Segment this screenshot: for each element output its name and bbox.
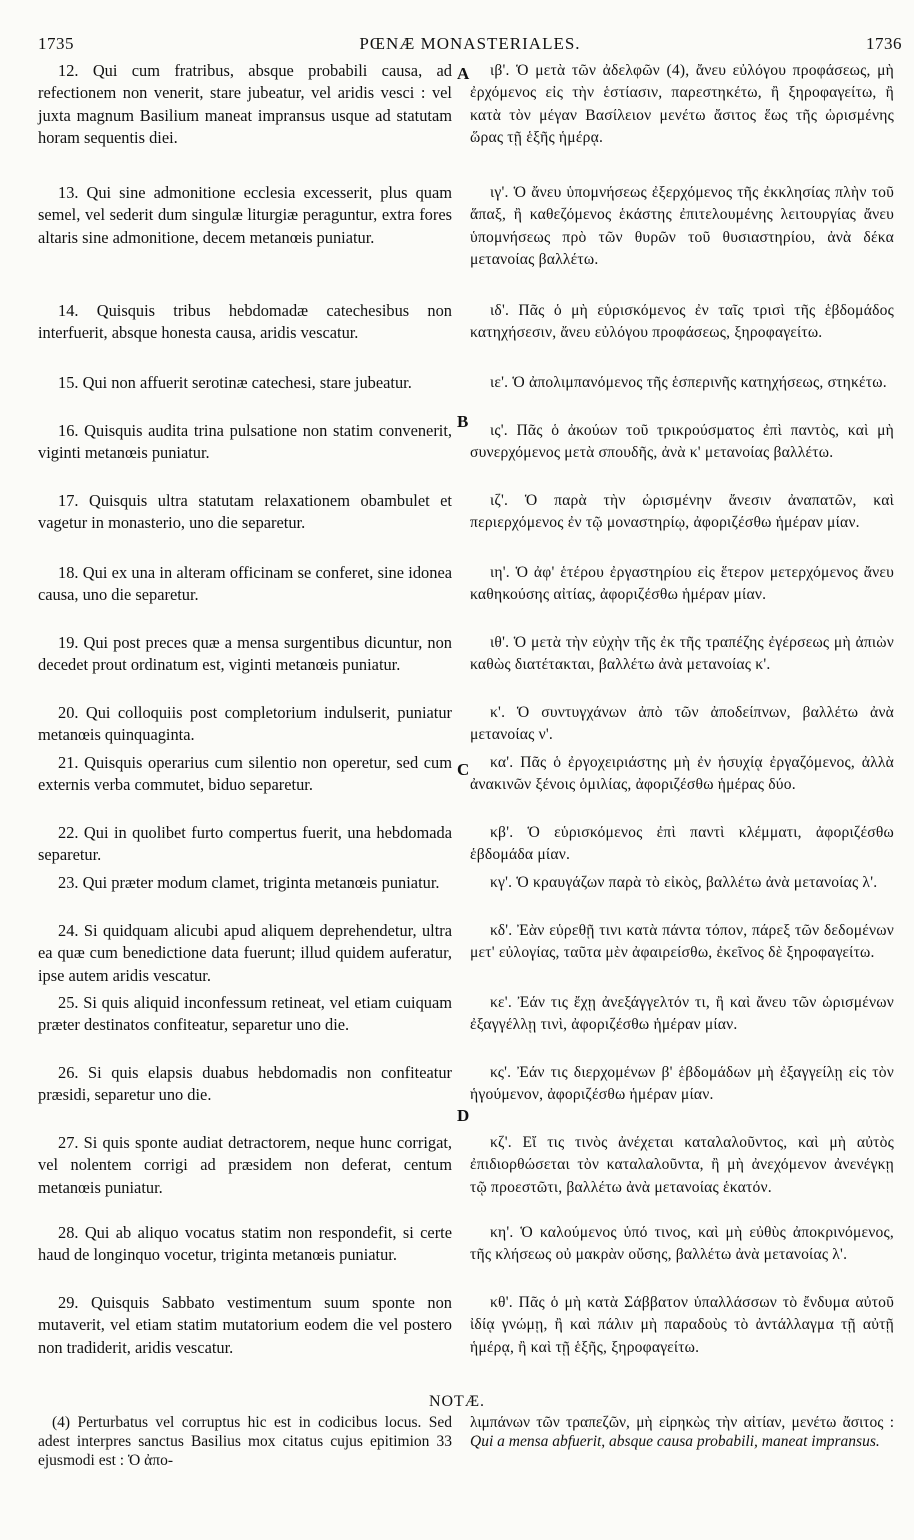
latin-item-23: 23. Qui præter modum clamet, triginta metanœis puniatur. bbox=[58, 873, 440, 892]
latin-item-25: 25. Si quis aliquid inconfessum retineat, vel etiam cuiquam præter destinatos confiteatur, separetur uno die. bbox=[38, 993, 452, 1035]
greek-item-18: ιη'. Ὁ ἀφ' ἑτέρου ἐργαστηρίου εἰς ἕτερον μετερχόμενος ἄνευ καθηκούσης αἰτίας, ἀφοριζέσθω ἡμέραν μίαν. bbox=[470, 564, 894, 604]
greek-item-26: κς'. Ἐάν τις διερχομένων β' ἑβδομάδων μὴ ἐξαγγείλῃ εἰς τὸν ἡγούμενον, ἀφοριζέσθω ἡμέραν μίαν. bbox=[470, 1064, 894, 1104]
latin-item-16: 16. Quisquis audita trina pulsatione non statim convenerit, viginti metanœis puniatur. bbox=[38, 421, 452, 463]
latin-item-21: 21. Quisquis operarius cum silentio non operetur, sed cum externis verba commutet, biduo separetur. bbox=[38, 753, 452, 795]
greek-item-27: κζ'. Εἴ τις τινὸς ἀνέχεται καταλαλοῦντος, καὶ μὴ αὐτὸς ἐπιδιορθώσεται τὸν καταλαλοῦντα, ἢ μὴ ἀνεχόμενον ἀνενέγκῃ τῷ προεστῶτι, βαλλέτω ἀνὰ μετανοίας ἑκατόν. bbox=[470, 1134, 894, 1196]
greek-item-16: ις'. Πᾶς ὁ ἀκούων τοῦ τρικρούσματος ἐπὶ παντὸς, καὶ μὴ συνερχόμενος μετὰ σπουδῆς, ἀνὰ κ' μετανοίας βαλλέτω. bbox=[470, 422, 894, 462]
greek-item-29: κθ'. Πᾶς ὁ μὴ κατὰ Σάββατον ὑπαλλάσσων τὸ ἔνδυμα αὐτοῦ ἰδίᾳ γνώμῃ, ἢ καὶ πάλιν μὴ παραδοὺς τὸ ἀντάλλαγμα τῇ αὐτῇ ἡμέρᾳ, ἢ καὶ τῇ ἑξῆς, ξηροφαγείτω. bbox=[470, 1294, 894, 1356]
greek-item-19: ιθ'. Ὁ μετὰ τὴν εὐχὴν τῆς ἐκ τῆς τραπέζης ἐγέρσεως μὴ ἀπιὼν καθὼς διατέτακται, βαλλέτω ἀνὰ μετανοίας κ'. bbox=[470, 634, 894, 674]
running-title: PŒNÆ MONASTERIALES. bbox=[359, 34, 581, 53]
column-marker-c: C bbox=[457, 760, 470, 779]
greek-item-28: κη'. Ὁ καλούμενος ὑπό τινος, καὶ μὴ εὐθὺς ἀποκρινόμενος, τῆς κλήσεως οὐ μακρὰν οὔσης, βαλλέτω ἀνὰ μετανοίας λ'. bbox=[470, 1224, 894, 1264]
page-number-left: 1735 bbox=[38, 34, 74, 53]
column-marker-d: D bbox=[457, 1106, 470, 1125]
greek-item-24: κδ'. Ἐὰν εὑρεθῇ τινι κατὰ πάντα τόπον, πάρεξ τῶν δεδομένων μετ' εὐλογίας, ταῦτα μὲν ἀφαιρείσθω, ἐκεῖνος δὲ ξηροφαγείτω. bbox=[470, 922, 894, 962]
latin-item-22: 22. Qui in quolibet furto compertus fuerit, una hebdomada separetur. bbox=[38, 823, 452, 865]
greek-item-12: ιβ'. Ὁ μετὰ τῶν ἀδελφῶν (4), ἄνευ εὐλόγου προφάσεως, μὴ ἐρχόμενος εἰς τὴν ἑστίασιν, παρεστηκέτω, ἢ ξηροφαγείτω, ἢ κατὰ τὸν μέγαν Βασίλειον μενέτω ἄσιτος ἕως τῆς ὡρισμένης ὥρας τῇ ἑξῆς ἡμέρᾳ. bbox=[470, 62, 894, 147]
column-marker-a: A bbox=[457, 64, 470, 83]
page-header bbox=[38, 34, 902, 56]
column-marker-b: B bbox=[457, 412, 469, 431]
latin-item-15: 15. Qui non affuerit serotinæ catechesi, stare jubeatur. bbox=[58, 373, 412, 392]
footnote-latin: Qui a mensa abfuerit, absque causa probabili, maneat impransus. bbox=[470, 1433, 880, 1450]
notes-heading: NOTÆ. bbox=[428, 1393, 486, 1410]
greek-item-13: ιγ'. Ὁ ἄνευ ὑπομνήσεως ἐξερχόμενος τῆς ἐκκλησίας πλὴν τοῦ ἅπαξ, ἢ καθεζόμενος ἑκάστης ἐπιτελουμένης λειτουργίας ἄνευ ὑπομνήσεως πρὸ τῶν θυρῶν τοῦ θυσιαστηρίου, ἀνὰ δέκα μετανοίας βαλλέτω. bbox=[470, 184, 894, 269]
latin-item-20: 20. Qui colloquiis post completorium indulserit, puniatur metanœis quinquaginta. bbox=[38, 703, 452, 745]
footnote-greek: λιμπάνων τῶν τραπεζῶν, μὴ εἰρηκὼς τὴν αἰτίαν, μενέτω ἄσιτος : bbox=[470, 1414, 894, 1431]
greek-item-14: ιδ'. Πᾶς ὁ μὴ εὑρισκόμενος ἐν ταῖς τρισὶ τῆς ἑβδομάδος κατηχήσεσιν, ἄνευ εὐλόγου προφάσεως, ξηροφαγείτω. bbox=[470, 302, 894, 342]
greek-item-20: κ'. Ὁ συντυγχάνων ἀπὸ τῶν ἀποδείπνων, βαλλέτω ἀνὰ μετανοίας ν'. bbox=[470, 704, 894, 744]
greek-item-23: κγ'. Ὁ κραυγάζων παρὰ τὸ εἰκὸς, βαλλέτω ἀνὰ μετανοίας λ'. bbox=[490, 874, 878, 891]
latin-item-24: 24. Si quidquam alicubi apud aliquem deprehendetur, ultra ea quæ cum benedictione data fuerunt; illud quidem auferatur, ipse autem aridis vescatur. bbox=[38, 921, 452, 985]
latin-item-28: 28. Qui ab aliquo vocatus statim non respondefit, si certe haud de longinquo vocetur, triginta metanœis puniatur. bbox=[38, 1223, 452, 1265]
latin-item-26: 26. Si quis elapsis duabus hebdomadis non confiteatur præsidi, separetur uno die. bbox=[38, 1063, 452, 1105]
latin-item-19: 19. Qui post preces quæ a mensa surgentibus dicuntur, non decedet prout ordinatum est, viginti metanœis puniatur. bbox=[38, 633, 452, 675]
greek-item-22: κβ'. Ὁ εὑρισκόμενος ἐπὶ παντὶ κλέμματι, ἀφοριζέσθω ἑβδομάδα μίαν. bbox=[470, 824, 894, 864]
latin-item-17: 17. Quisquis ultra statutam relaxationem obambulet et vagetur in monasterio, uno die separetur. bbox=[38, 491, 452, 533]
latin-item-14: 14. Quisquis tribus hebdomadæ catechesibus non interfuerit, absque honesta causa, aridis vescatur. bbox=[38, 301, 452, 343]
latin-item-12: 12. Qui cum fratribus, absque probabili causa, ad refectionem non venerit, stare jubeatur, vel aridis vesci : vel juxta magnum Basilium maneat impransus usque ad statutam horam sequentis diei. bbox=[38, 61, 452, 148]
greek-item-25: κε'. Ἐάν τις ἔχῃ ἀνεξάγγελτόν τι, ἢ καὶ ἄνευ τῶν ὡρισμένων ἐξαγγέλλῃ τινὶ, ἀφοριζέσθω ἡμέραν μίαν. bbox=[470, 994, 894, 1034]
greek-item-21: κα'. Πᾶς ὁ ἐργοχειριάστης μὴ ἐν ἡσυχίᾳ ἐργαζόμενος, ἀλλὰ ἀνακινῶν ξένοις ὁμιλίας, ἀφοριζέσθω ἡμέρας δύο. bbox=[470, 754, 894, 794]
greek-item-17: ιζ'. Ὁ παρὰ τὴν ὡρισμένην ἄνεσιν ἀναπατῶν, καὶ περιερχόμενος ἐν τῷ μοναστηρίῳ, ἀφοριζέσθω ἡμέραν μίαν. bbox=[470, 492, 894, 532]
greek-item-15: ιε'. Ὁ ἀπολιμπανόμενος τῆς ἑσπερινῆς κατηχήσεως, στηκέτω. bbox=[490, 374, 887, 391]
latin-item-27: 27. Si quis sponte audiat detractorem, neque hunc corrigat, vel nolentem corrigi ad præsidem non deferat, centum metanœis puniatur. bbox=[38, 1133, 452, 1197]
latin-item-29: 29. Quisquis Sabbato vestimentum suum sponte non mutaverit, vel etiam statim mutatorium eodem die vel postero non tradiderit, aridis vescatur. bbox=[38, 1293, 452, 1357]
page-number-right: 1736 bbox=[866, 34, 902, 53]
footnote-right bbox=[470, 1413, 894, 1451]
latin-item-18: 18. Qui ex una in alteram officinam se conferet, sine idonea causa, uno die separetur. bbox=[38, 563, 452, 605]
latin-item-13: 13. Qui sine admonitione ecclesia excesserit, plus quam semel, vel sederit dum singulæ liturgiæ peraguntur, extra fores altaris sine admonitione, decem metanœis puniatur. bbox=[38, 183, 452, 247]
footnote-left: (4) Perturbatus vel corruptus hic est in codicibus locus. Sed adest interpres sanctus Basilius mox citatus cujus epitimion 33 ejusmodi est : Ὁ ἀπο- bbox=[38, 1414, 452, 1469]
